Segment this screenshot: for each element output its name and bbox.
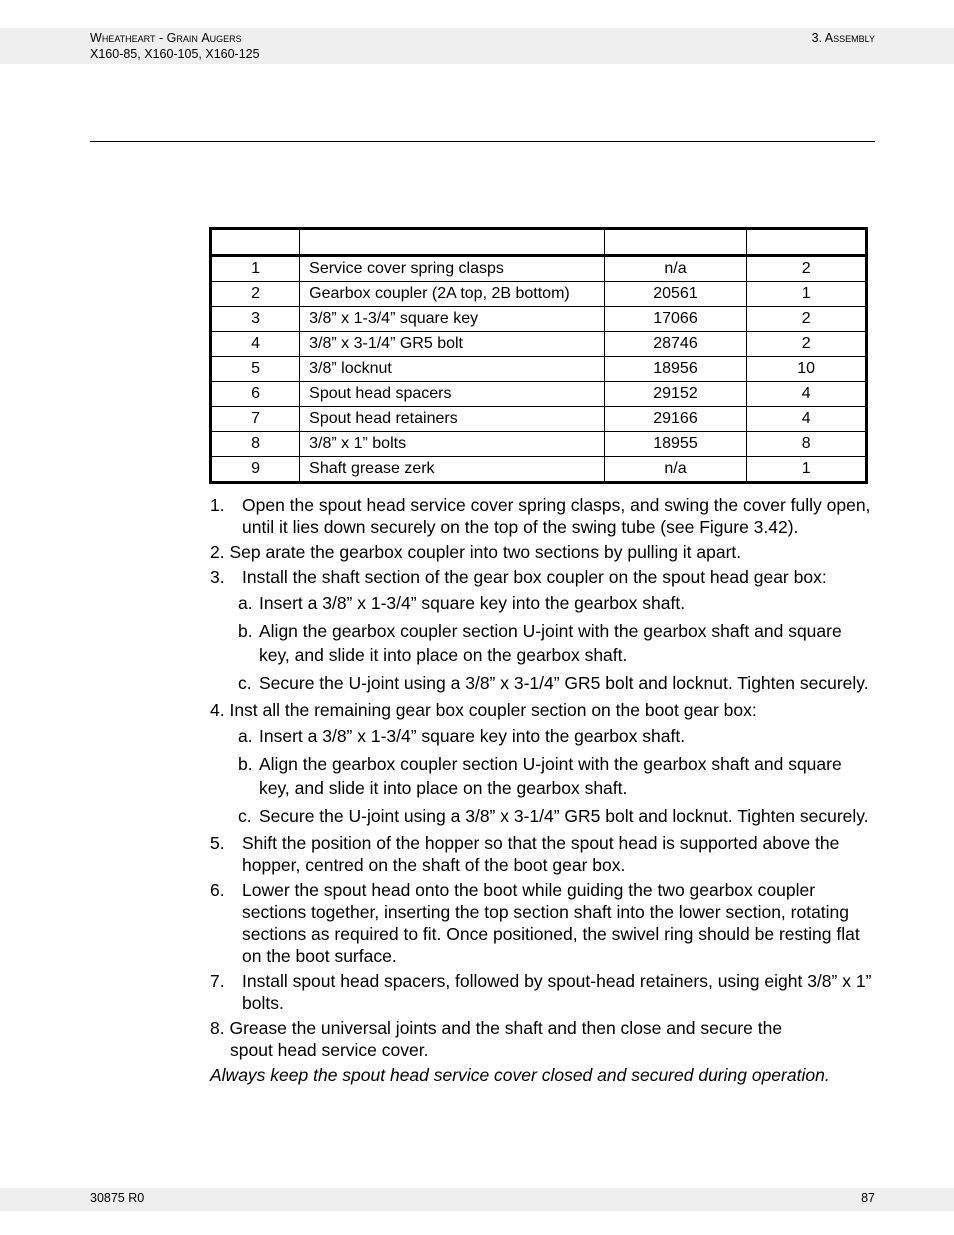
table-header-row — [211, 229, 867, 256]
step-3c: c. Secure the U-joint using a 3/8” x 3-1/4” GR5 bolt and locknut. Tighten securely. — [238, 673, 869, 693]
footer-page-number: 87 — [861, 1191, 875, 1205]
part-number-cell: n/a — [604, 457, 747, 483]
table-header-cell — [300, 229, 605, 256]
header-left — [90, 30, 260, 62]
part-number-cell: 28746 — [604, 332, 747, 357]
table-row — [211, 256, 867, 282]
step-3a: a. Insert a 3/8” x 1-3/4” square key into the gearbox shaft. — [238, 593, 686, 613]
description-cell: 3/8” x 1-3/4” square key — [300, 307, 605, 332]
step-4a: a. Insert a 3/8” x 1-3/4” square key into the gearbox shaft. — [238, 726, 686, 746]
quantity-cell: 4 — [747, 407, 867, 432]
header-section: 3. Assembly — [811, 31, 875, 45]
step-4: 4. Inst all the remaining gear box coupler section on the boot gear box: — [210, 700, 757, 720]
footer-doc-id: 30875 R0 — [90, 1191, 145, 1205]
quantity-cell: 2 — [747, 332, 867, 357]
header-models: X160-85, X160-105, X160-125 — [90, 47, 260, 61]
part-number-cell: 18955 — [604, 432, 747, 457]
description-cell: 3/8” locknut — [300, 357, 605, 382]
table-row — [211, 457, 867, 483]
table-row — [211, 407, 867, 432]
quantity-cell: 1 — [747, 457, 867, 483]
quantity-cell: 2 — [747, 307, 867, 332]
item-cell: 9 — [211, 457, 300, 483]
step-5: 5. Shift the position of the hopper so that the spout head is supported above the hopper, centred on the shaft of the boot gear box. — [210, 833, 840, 875]
parts-table — [209, 227, 868, 484]
step-4b: b. Align the gearbox coupler section U-joint with the gearbox shaft and square key, and slide it into place on the gearbox shaft. — [238, 754, 842, 798]
part-number-cell: 20561 — [604, 282, 747, 307]
table-row — [211, 282, 867, 307]
safety-note: Always keep the spout head service cover closed and secured during operation. — [210, 1065, 830, 1085]
description-cell: Spout head spacers — [300, 382, 605, 407]
item-cell: 1 — [211, 256, 300, 282]
step-3: 3. Install the shaft section of the gear box coupler on the spout head gear box: — [210, 567, 827, 587]
table-row — [211, 307, 867, 332]
table-header-cell — [747, 229, 867, 256]
description-cell: Shaft grease zerk — [300, 457, 605, 483]
step-2: 2. Sep arate the gearbox coupler into two sections by pulling it apart. — [210, 542, 742, 562]
header-rule — [90, 141, 875, 142]
item-cell: 3 — [211, 307, 300, 332]
table-row — [211, 332, 867, 357]
quantity-cell: 4 — [747, 382, 867, 407]
item-cell: 5 — [211, 357, 300, 382]
part-number-cell: 29152 — [604, 382, 747, 407]
table-header-cell — [604, 229, 747, 256]
table-row — [211, 382, 867, 407]
step-1: 1. Open the spout head service cover spring clasps, and swing the cover fully open, until it lies down securely on the top of the swing tube (see Figure 3.42). — [210, 495, 871, 537]
item-cell: 7 — [211, 407, 300, 432]
description-cell: Service cover spring clasps — [300, 256, 605, 282]
item-cell: 4 — [211, 332, 300, 357]
quantity-cell: 1 — [747, 282, 867, 307]
step-7: 7. Install spout head spacers, followed by spout-head retainers, using eight 3/8” x 1” bolts. — [210, 971, 872, 1013]
description-cell: 3/8” x 1” bolts — [300, 432, 605, 457]
part-number-cell: 29166 — [604, 407, 747, 432]
table-row — [211, 432, 867, 457]
step-3b: b. Align the gearbox coupler section U-joint with the gearbox shaft and square key, and slide it into place on the gearbox shaft. — [238, 621, 842, 665]
instructions — [210, 494, 874, 1086]
table-header-cell — [211, 229, 300, 256]
item-cell: 8 — [211, 432, 300, 457]
quantity-cell: 8 — [747, 432, 867, 457]
table-row — [211, 357, 867, 382]
description-cell: Gearbox coupler (2A top, 2B bottom) — [300, 282, 605, 307]
item-cell: 2 — [211, 282, 300, 307]
part-number-cell: 17066 — [604, 307, 747, 332]
description-cell: Spout head retainers — [300, 407, 605, 432]
item-cell: 6 — [211, 382, 300, 407]
header-brand: Wheatheart - Grain Augers — [90, 31, 242, 45]
step-8: 8. Grease the universal joints and the shaft and then close and secure the spout head service cover. — [210, 1018, 783, 1060]
part-number-cell: 18956 — [604, 357, 747, 382]
quantity-cell: 10 — [747, 357, 867, 382]
part-number-cell: n/a — [604, 256, 747, 282]
step-6: 6. Lower the spout head onto the boot while guiding the two gearbox coupler sections together, inserting the top section shaft into the lower section, rotating sections as required to fit. Once positioned, the swivel ring should be resting flat on the boot surface. — [210, 880, 860, 966]
quantity-cell: 2 — [747, 256, 867, 282]
step-4c: c. Secure the U-joint using a 3/8” x 3-1/4” GR5 bolt and locknut. Tighten securely. — [238, 806, 869, 826]
description-cell: 3/8” x 3-1/4” GR5 bolt — [300, 332, 605, 357]
